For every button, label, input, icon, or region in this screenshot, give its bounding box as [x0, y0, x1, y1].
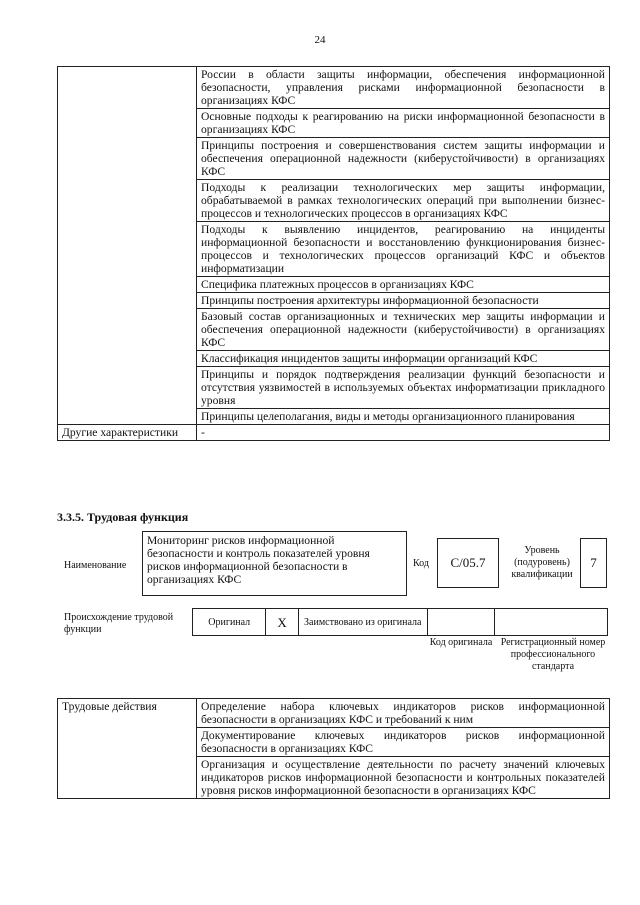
knowledge-table: [57, 66, 610, 441]
borrowed-label: Заимствовано из оригинала: [298, 609, 427, 636]
other-characteristics-label: Другие характеристики: [58, 425, 197, 441]
function-code-box: C/05.7: [437, 538, 499, 588]
actions-label: Трудовые действия: [58, 699, 197, 799]
action-item: Определение набора ключевых индикаторов рисков информационной безопасности в организациях КФС и требований к ним: [197, 699, 610, 728]
code-label: Код: [413, 558, 429, 569]
table-row: [193, 609, 608, 636]
action-item: Организация и осуществление деятельности по расчету значений ключевых индикаторов рисков информационной безопасности и контрольных показателей уровня рисков информационной безопасности в организациях КФС: [197, 757, 610, 799]
knowledge-item: Принципы построения архитектуры информационной безопасности: [197, 293, 610, 309]
name-label: Наименование: [64, 560, 127, 571]
qualification-level-label: Уровень (подуровень) квалификации: [511, 545, 573, 580]
knowledge-item: Подходы к выявлению инцидентов, реагированию на инциденты информационной безопасности и восстановлению функционирования бизнес-процессов и технологических процессов организаций КФС и объектов информатизации: [197, 222, 610, 277]
table-row: [58, 425, 610, 441]
actions-table: [57, 698, 610, 799]
knowledge-item: Принципы построения и совершенствования систем защиты информации и обеспечения операционной надежности (киберустойчивости) в организациях КФС: [197, 138, 610, 180]
section-heading: 3.3.5. Трудовая функция: [57, 510, 189, 524]
qualification-level-box: 7: [580, 538, 607, 588]
knowledge-item: Основные подходы к реагированию на риски информационной безопасности в организациях КФС: [197, 109, 610, 138]
reg-number-cell: [495, 609, 608, 636]
table-row: [58, 699, 610, 728]
original-label: Оригинал: [193, 609, 266, 636]
page-number: 24: [314, 34, 326, 46]
code-original-label: Код оригинала: [429, 637, 493, 648]
knowledge-label-cell: [58, 67, 197, 425]
code-original-cell: [427, 609, 494, 636]
action-item: Документирование ключевых индикаторов рисков информационной безопасности в организациях КФС: [197, 728, 610, 757]
other-characteristics-value: -: [197, 425, 610, 441]
table-row: [58, 67, 610, 109]
reg-number-label: Регистрационный номер профессионального стандарта: [500, 637, 606, 672]
knowledge-item: Подходы к реализации технологических мер защиты информации, обрабатываемой в рамках технологических операций при выполнении бизнес-процессов и технологических процессов в организациях КФС: [197, 180, 610, 222]
origin-table: [192, 608, 608, 636]
knowledge-item: Специфика платежных процессов в организациях КФС: [197, 277, 610, 293]
knowledge-item: России в области защиты информации, обеспечения информационной безопасности, управления рисками информационной безопасности в организациях КФС: [197, 67, 610, 109]
original-mark: X: [266, 609, 298, 636]
function-name-box: Мониторинг рисков информационной безопасности и контроль показателей уровня рисков информационной безопасности в организациях КФС: [142, 531, 407, 596]
knowledge-item: Принципы и порядок подтверждения реализации функций безопасности и отсутствия уязвимостей в используемых объектах информатизации прикладного уровня: [197, 367, 610, 409]
knowledge-item: Классификация инцидентов защиты информации организаций КФС: [197, 351, 610, 367]
origin-label: Происхождение трудовой функции: [64, 612, 174, 635]
knowledge-item: Принципы целеполагания, виды и методы организационного планирования: [197, 409, 610, 425]
knowledge-item: Базовый состав организационных и технических мер защиты информации и обеспечения операционной надежности (киберустойчивости) в организациях КФС: [197, 309, 610, 351]
